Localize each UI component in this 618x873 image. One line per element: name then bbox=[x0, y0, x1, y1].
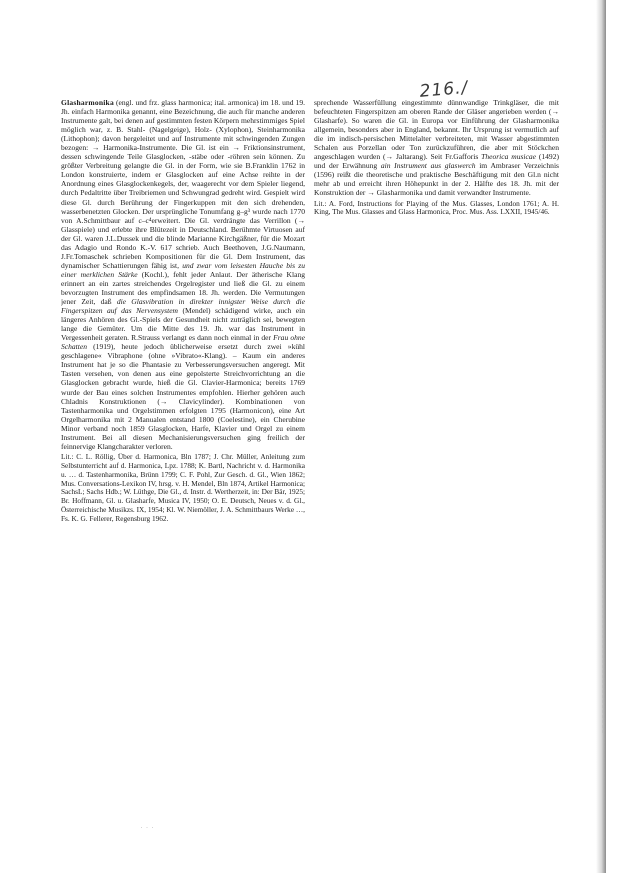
literature-left: Lit.: C. L. Röllig, Über d. Harmonica, Bln 1787; J. Chr. Müller, Anleitung zum Selbstunterricht auf d. Harmonica, Lpz. 1788; K. Bartl, Nachricht v. d. Harmonika u. … d. Tastenharmonika, Brünn 1799; C. F. Pohl, Zur Gesch. d. Gl., Wien 1862; Mus. Conversations-Lexikon IV, hrsg. v. H. Mendel, Bln 1874, Artikel Harmonica; SachsL; Sachs Hdb.; W. Lüthge, Die Gl., d. Instr. d. Wertherzeit, in: Der Bär, 1925; Br. Hoffmann, Gl. u. Glasharfe, Musica IV, 1950; O. E. Deutsch, Neues v. d. Gl., Österreichische Musikzs. IX, 1954; Kl. W. Niemöller, J. A. Schmittbaurs Werke …, Fs. K. G. Fellerer, Regensburg 1962. bbox=[61, 451, 305, 524]
entry-quote-1: und zwar vom leisesten Hauche bis zu einer merklichen Stärke bbox=[61, 260, 305, 279]
continuation-text-2: (1492) und der Erwähnung bbox=[314, 152, 559, 171]
continuation-text-1: sprechende Wasserfüllung eingestimmte dünnwandige Trinkgläser, die mit befeuchteten Fingerspitzen am oberen Rande der Gläser angerieben werden (→ Glasharfe). So waren die Gl. in Europa vor Einführung der Glasharmonika allgemein, besonders aber in England, bekannt. Ihr Ursprung ist vermutlich auf die im indisch-persischen Mittelalter verbreiteten, mit Wasser abgestimmten Schalen aus Porzellan oder Ton zurückzuführen, die aber mit Stöckchen angeschlagen wurden (→ Jaltarang). Seit Fr.Gafforis bbox=[314, 98, 559, 162]
left-column bbox=[61, 98, 305, 808]
continuation-quote: ain Instrument aus glaswerch bbox=[380, 161, 476, 171]
binding-marks bbox=[602, 120, 607, 733]
continuation-title: Theorica musicae bbox=[481, 152, 536, 162]
handwritten-page-note: 216./ bbox=[418, 77, 470, 102]
entry-text-4: (1919), heute jedoch üblicherweise ersetzt durch zwei »kühl geschlagene« Vibraphone (ohne »Vibrato«-Klang). – Kaum ein anderes Instrument hat je so die Phantasie zu Verbesserungsversuchen angeregt. Mit Tasten versehen, von denen aus eine gepolsterte Streichvorrichtung an die Glasglocken gebracht wurde, hieß die Gl. Clavier-Harmonica; bereits 1769 wurde der Bau eines solchen Instrumentes empfohlen. Hierher gehören auch Chladnis Konstruktionen (→ Clavicylinder). Kombinationen von Tastenharmonika und Orgelstimmen erfolgten 1795 (Harmonicon), eine Art Orgelharmonika mit 2 Manualen entstand 1800 (Coelestine), ein Cherubine Minor verband noch 1859 Glasglocken, Harfe, Klavier und Orgel zu einem Instrument. Bei all diesen Mechanisierungsversuchen ging freilich der feinnervige Klangcharakter verloren. bbox=[61, 342, 305, 451]
entry-text-3: (Mendel) schädigend wirke, auch ein längeres Anhören des Gl.-Spiels der Gesundheit nicht zuträglich sei, bewegten lange die Gemüter. Um die Mitte des 19. Jh. war das Instrument in Vergessenheit geraten. R.Strauss verlangt es dann noch einmal in der bbox=[61, 306, 305, 343]
footer-smudge: · · · bbox=[140, 822, 154, 832]
entry-headword: Glasharmonika bbox=[61, 98, 114, 107]
entry-work-title: Frau ohne Schatten bbox=[61, 333, 305, 352]
right-column bbox=[314, 98, 559, 348]
entry-quote-2: die Glasvibration in direkter innigster Weise durch die Fingerspitzen auf das Nervensystem bbox=[61, 297, 305, 316]
literature-right: Lit.: A. Ford, Instructions for Playing of the Mus. Glasses, London 1761; A. H. King, The Mus. Glasses and Glass Harmonica, Proc. Mus. Ass. LXXII, 1945/46. bbox=[314, 198, 559, 217]
continuation-text-3: im Ambraser Verzeichnis (1596) reißt die theoretische und praktische Beschäftigung mit den Gl.n nicht mehr ab und erreicht ihren Höhepunkt in der 2. Hälfte des 18. Jh. mit der Konstruktion der → Glasharmonika und damit verwandter Instrumente. bbox=[314, 161, 559, 198]
page-edge-shadow bbox=[596, 0, 606, 873]
entry-text-1: (engl. und frz. glass harmonica; ital. armonica) im 18. und 19. Jh. einfach Harmonika genannt, eine Bezeichnung, die auch für manche anderen Instrumente galt, bei denen auf gestimmten festen Körpern mehrstimmiges Spiel möglich war, z. B. Stahl- (Nagelgeige), Holz- (Xylophon), Steinharmonika (Lithophon); davon hergeleitet und auf Instrumente mit schwingenden Zungen bezogen: → Harmonika-Instrumente. Die Gl. ist ein → Friktionsinstrument, dessen schwingende Teile Glasglocken, -stäbe oder -röhren sein können. Zu größter Verbreitung gelangte die Gl. in der Form, wie sie B.Franklin 1762 in London konstruierte, indem er Glasglocken auf eine Achse reihte in der Anordnung eines Glasglockenkegels, der, waagerecht vor dem Spieler liegend, durch Pedaltritte über Treibriemen und Schwungrad gedreht wird. Gespielt wird diese Gl. durch Berührung der Fingerkuppen mit den sich drehenden, wasserbenetzten Glocken. Der ursprüngliche Tonumfang g–g³ wurde nach 1770 von A.Schmittbaur auf c–c⁴erweitert. Die Gl. verdrängte das Verrillon (→ Glasspiele) und erlebte ihre Blütezeit in Deutschland. Berühmte Virtuosen auf der Gl. waren J.L.Dussek und die blinde Marianne Kirchgäßner, für die Mozart das Adagio und Rondo K.-V. 617 schrieb. Auch Beethoven, J.G.Naumann, J.Fr.Tomaschek schrieben Kompositionen für die Gl. Dem Instrument, das dynamischer Schattierungen fähig ist, bbox=[61, 98, 305, 270]
entry-text-2: (Kochl.), fehlt jeder Anlaut. Der ätherische Klang erinnert an ein zartes streichendes Orgelregister und ließ die Gl. zu einem bevorzugten Instrument des empfindsamen 18. Jh. werden. Die Vermutungen jener Zeit, daß bbox=[61, 269, 305, 307]
entry-paragraph bbox=[61, 98, 305, 451]
continuation-paragraph bbox=[314, 98, 559, 198]
